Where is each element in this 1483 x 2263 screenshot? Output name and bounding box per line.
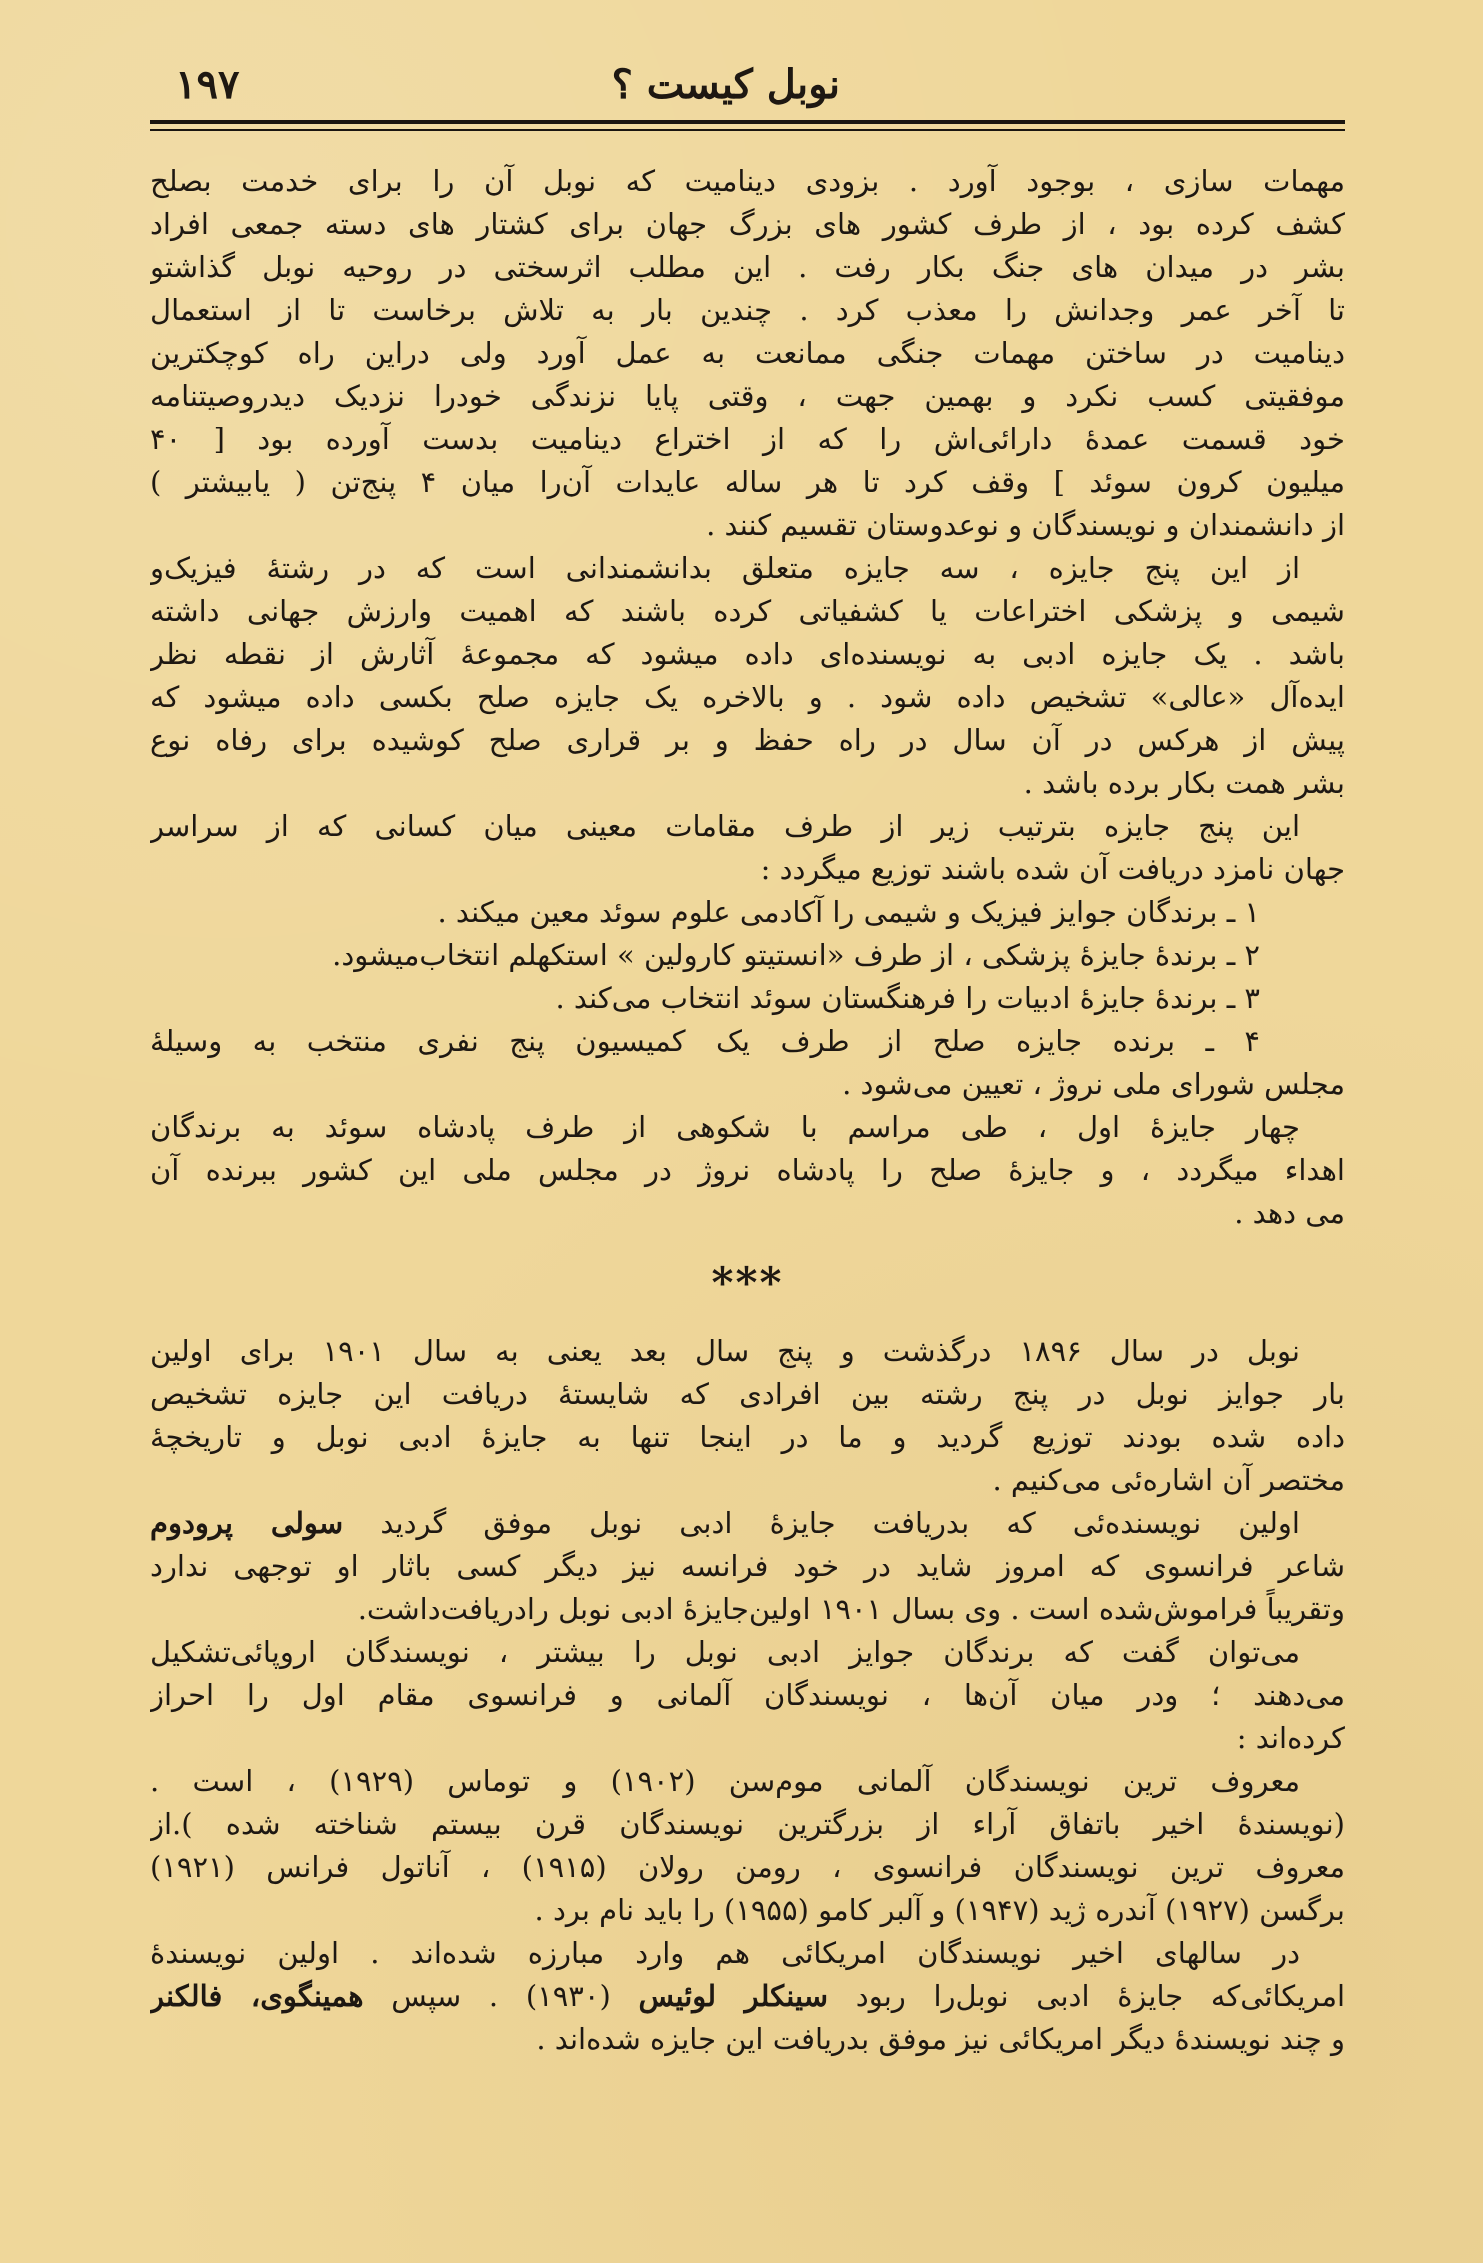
author-name: سولی پرودوم (150, 1506, 344, 1540)
text-line: از این پنج جایزه ، سه جایزه متعلق بدانشمندانی است که در رشتهٔ فیزیک‌و (150, 551, 1300, 585)
text-line: جهان نامزد دریافت آن شده باشند توزیع میگردد : (760, 852, 1345, 886)
text-line: می‌دهند ؛ ودر میان آن‌ها ، نویسندگان آلمانی و فرانسوی مقام اول را احراز (150, 1678, 1345, 1712)
page-number: ۱۹۷ (175, 61, 240, 108)
text-line: این پنج جایزه بترتیب زیر از طرف مقامات معینی میان کسانی که از سراسر (150, 809, 1300, 843)
author-name: همینگوی، فالکنر (150, 1979, 364, 2013)
text-line: و چند نویسندهٔ دیگر امریکائی نیز موفق بدریافت این جایزه شده‌اند . (536, 2022, 1345, 2056)
text-line: می دهد . (1234, 1196, 1345, 1230)
paragraph (150, 160, 1345, 547)
text-line: اهداء میگردد ، و جایزهٔ صلح را پادشاه نروژ در مجلس ملی این کشور ببرنده آن (150, 1153, 1345, 1187)
text-line: در سالهای اخیر نویسندگان امریکائی هم وارد مبارزه شده‌اند . اولین نویسندهٔ (150, 1936, 1300, 1970)
paragraph (150, 1932, 1345, 2061)
page-header (150, 58, 1345, 116)
prize-list (150, 891, 1345, 1106)
text-line: بشر در میدان های جنگ بکار رفت . این مطلب اثرسختی در روحیه نوبل گذاشتو (150, 250, 1345, 284)
text-span: اولین نویسنده‌ئی که بدریافت جایزهٔ ادبی نوبل موفق گردید (380, 1506, 1300, 1540)
text-line: مهمات سازی ، بوجود آورد . بزودی دینامیت که نوبل آن را برای خدمت بصلح (150, 164, 1345, 198)
paragraph (150, 1106, 1345, 1235)
text-line: وتقریباً فراموش‌شده است . وی بسال ۱۹۰۱ اولین‌جایزهٔ ادبی نوبل رادریافت‌داشت. (357, 1592, 1345, 1626)
text-line: بار جوایز نوبل در پنج رشته بین افرادی که شایستهٔ دریافت این جایزه تشخیص (150, 1377, 1345, 1411)
text-line: داده شده بودند توزیع گردید و ما در اینجا تنها به جایزهٔ ادبی نوبل و تاریخچهٔ (150, 1420, 1345, 1454)
text-span: (۱۹۳۰) . سپس (391, 1979, 611, 2013)
header-rule-thick (150, 120, 1345, 124)
text-line: کرده‌اند : (1236, 1721, 1345, 1755)
text-line: می‌توان گفت که برندگان جوایز ادبی نوبل را بیشتر ، نویسندگان اروپائی‌تشکیل (150, 1635, 1300, 1669)
text-line: نوبل در سال ۱۸۹۶ درگذشت و پنج سال بعد یعنی به سال ۱۹۰۱ برای اولین (150, 1334, 1300, 1368)
text-line: چهار جایزهٔ اول ، طی مراسم با شکوهی از طرف پادشاه سوئد به برندگان (150, 1110, 1300, 1144)
paragraph (150, 1502, 1345, 1631)
page-title: نوبل کیست ؟ (611, 61, 840, 108)
text-line: برگسن (۱۹۲۷) آندره ژید (۱۹۴۷) و آلبر کامو (۱۹۵۵) را باید نام برد . (534, 1893, 1345, 1927)
paragraph (150, 1330, 1345, 1502)
list-item: ۱ ـ برندگان جوایز فیزیک و شیمی را آکادمی علوم سوئد معین میکند . (437, 895, 1260, 929)
text-line: تا آخر عمر وجدانش را معذب کرد . چندین بار به تلاش برخاست تا از استعمال (150, 293, 1345, 327)
text-line: خود قسمت عمدهٔ دارائی‌اش را که از اختراع دینامیت بدست آورده بود [ ۴۰ (150, 422, 1345, 456)
paragraph (150, 547, 1345, 805)
paragraph (150, 805, 1345, 891)
text-line: بشر همت بکار برده باشد . (1023, 766, 1345, 800)
text-line: باشد . یک جایزه ادبی به نویسنده‌ای داده میشود که مجموعهٔ آثارش از نقطه نظر (150, 637, 1345, 671)
text-line: پیش از هرکس در آن سال در راه حفظ و بر قراری صلح کوشیده برای رفاه نوع (150, 723, 1345, 757)
text-line: موفقیتی کسب نکرد و بهمین جهت ، وقتی پایا نزندگی خودرا نزدیک دیدروصیتنامه (150, 379, 1345, 413)
text-line (150, 1975, 1345, 2018)
text-line: ایده‌آل «عالی» تشخیص داده شود . و بالاخره یک جایزه صلح بکسی داده میشود که (150, 680, 1345, 714)
list-item: ۲ ـ برندهٔ جایزهٔ پزشکی ، از طرف «انستیتو کارولین » استکهلم انتخاب‌میشود. (332, 938, 1260, 972)
paragraph (150, 1760, 1345, 1932)
text-line: (نویسندهٔ اخیر باتفاق آراء از بزرگترین نویسندگان قرن بیستم شناخته شده ).از (150, 1807, 1345, 1841)
list-item: ۳ ـ برندهٔ جایزهٔ ادبیات را فرهنگستان سوئد انتخاب می‌کند . (555, 981, 1260, 1015)
text-line: دینامیت در ساختن مهمات جنگی ممانعت به عمل آورد ولی دراین راه کوچکترین (150, 336, 1345, 370)
text-line: از دانشمندان و نویسندگان و نوعدوستان تقسیم کنند . (706, 508, 1345, 542)
text-line: شاعر فرانسوی که امروز شاید در خود فرانسه نیز دیگر کسی باثار او توجهی ندارد (150, 1549, 1345, 1583)
text-line: میلیون کرون سوئد ] وقف کرد تا هر ساله عایدات آن‌را میان ۴ پنج‌تن ( یابیشتر ) (150, 465, 1345, 499)
section-separator: *** (711, 1258, 784, 1307)
text-line: کشف کرده بود ، از طرف کشور های بزرگ جهان برای کشتار های دسته جمعی افراد (150, 207, 1345, 241)
text-line: مختصر آن اشاره‌ئی می‌کنیم . (992, 1463, 1345, 1497)
text-span: امریکائی‌که جایزهٔ ادبی نوبل‌را ربود (855, 1979, 1345, 2013)
text-line: معروف ترین نویسندگان آلمانی موم‌سن (۱۹۰۲) و توماس (۱۹۲۹) ، است . (150, 1764, 1300, 1798)
text-line: شیمی و پزشکی اختراعات یا کشفیاتی کرده باشند که اهمیت وارزش جهانی داشته (150, 594, 1345, 628)
list-item-continuation: مجلس شورای ملی نروژ ، تعیین می‌شود . (842, 1067, 1345, 1101)
header-rule-thin (150, 129, 1345, 131)
text-line (150, 1502, 1345, 1545)
text-line: معروف ترین نویسندگان فرانسوی ، رومن رولان (۱۹۱۵) ، آناتول فرانس (۱۹۲۱) (150, 1850, 1345, 1884)
list-item: ۴ ـ برنده جایزه صلح از طرف یک کمیسیون پنج نفری منتخب به وسیلهٔ (150, 1024, 1260, 1058)
page-body (150, 160, 1345, 2061)
paragraph (150, 1631, 1345, 1760)
author-name: سینکلر لوئیس (638, 1979, 829, 2013)
